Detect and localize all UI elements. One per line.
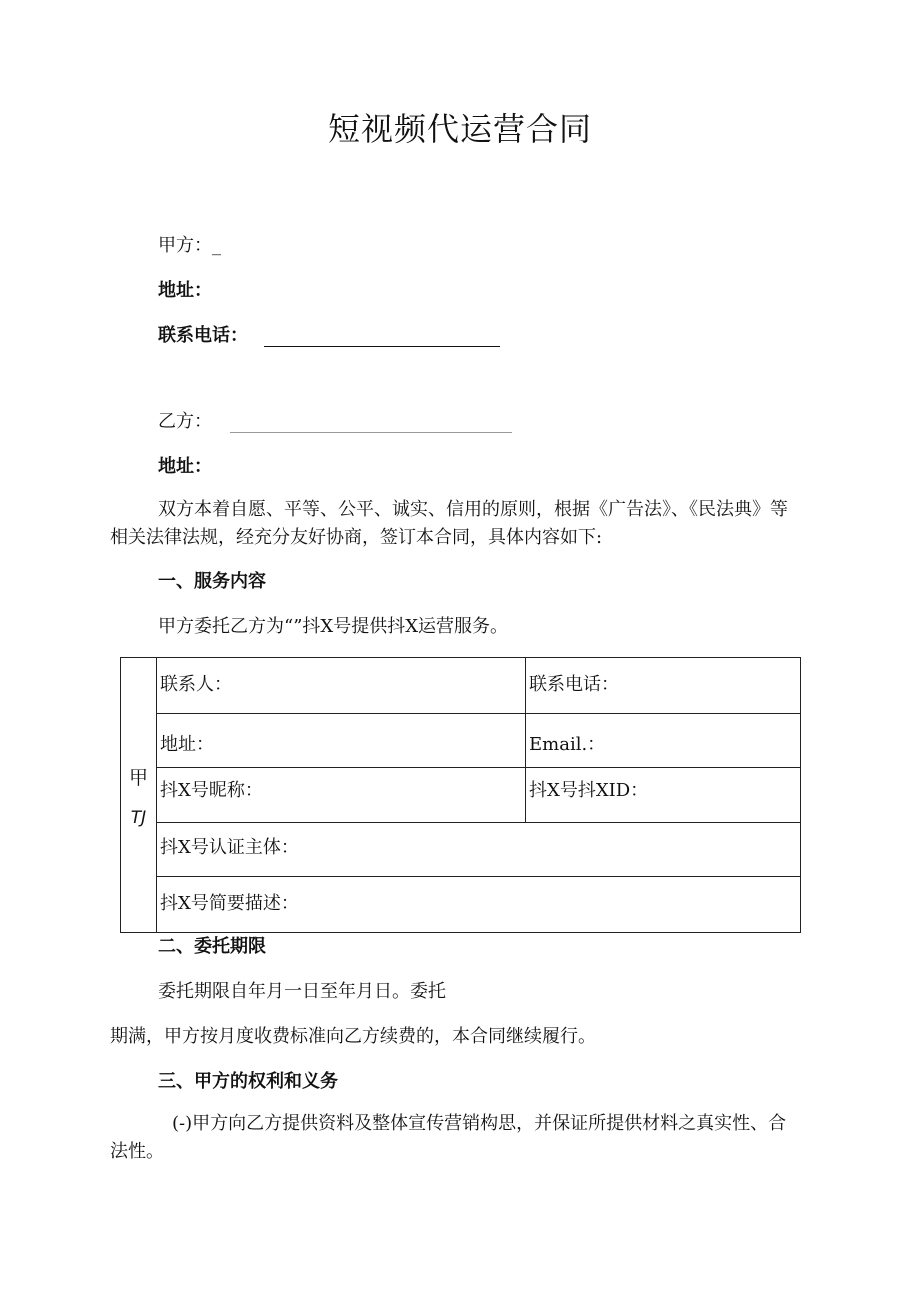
document-title: 短视频代运营合同 — [327, 110, 592, 148]
table-side-char: 甲 — [128, 766, 148, 789]
section2-line2: 期满，甲方按月度收费标准向乙方续费的，本合同继续履行。 — [110, 1026, 596, 1047]
section2-heading: 二、委托期限 — [158, 936, 266, 957]
address-cell: 地址： — [157, 714, 526, 768]
section3-item1: (-)甲方向乙方提供资料及整体宣传营销构思，并保证所提供材料之真实性、合法性。 — [110, 1113, 787, 1162]
party-b-blank — [230, 414, 512, 433]
section1-heading: 一、服务内容 — [158, 571, 266, 592]
party-b-label: 乙方： — [158, 411, 212, 432]
cert-subject-cell: 抖X号认证主体： — [157, 823, 801, 877]
party-a-info-table — [120, 657, 801, 933]
table-side-sub: TJ — [130, 807, 147, 828]
party-a-phone-label: 联系电话： — [158, 325, 248, 346]
section2-line1: 委托期限自年月一日至年月日。委托 — [158, 981, 446, 1002]
party-a-phone-blank — [264, 328, 500, 347]
section1-text: 甲方委托乙方为“”抖X号提供抖X运营服务。 — [158, 616, 509, 637]
party-a-address-label: 地址： — [158, 280, 212, 301]
party-b-row — [158, 411, 512, 433]
email-cell: Email.： — [526, 714, 801, 768]
phone-cell: 联系电话： — [526, 658, 801, 714]
party-b-address-label: 地址： — [158, 456, 212, 477]
description-cell: 抖X号简要描述： — [157, 877, 801, 933]
party-a-phone-row — [158, 325, 500, 347]
contact-cell: 联系人： — [157, 658, 526, 714]
party-a-label: 甲方：_ — [158, 235, 221, 256]
section3-heading: 三、甲方的权利和义务 — [158, 1071, 338, 1092]
intro-paragraph: 双方本着自愿、平等、公平、诚实、信用的原则，根据《广告法》、《民法典》等相关法律法规，经充分友好协商，签订本合同，具体内容如下: — [110, 499, 788, 548]
table-side-label — [121, 658, 157, 933]
xid-cell: 抖X号抖XID： — [526, 768, 801, 823]
nickname-cell: 抖X号昵称： — [157, 768, 526, 823]
